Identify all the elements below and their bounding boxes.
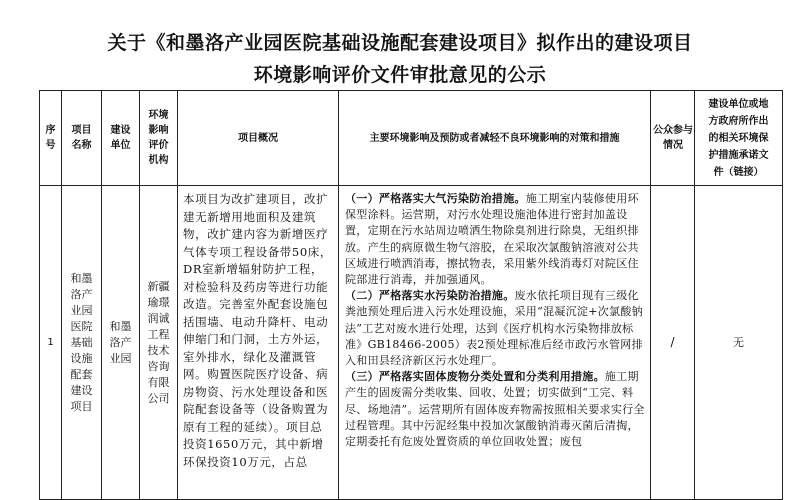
document-title-line1: 关于《和墨洛产业园医院基础设施配套建设项目》拟作出的建设项目 xyxy=(107,32,693,54)
cell-commitment: 无 xyxy=(695,186,783,500)
measure-2: （二）严格落实水污染防治措施。废水依托项目现有三级化粪池预处理后进入污水处理设施，采用“混凝沉淀+次氯酸钠法”工艺对废水进行处理，达到《医疗机构水污染物排放标准》GB18466-2005）表2预处理标准后经市政污水管网排入和田县经济新区污水处理厂。 xyxy=(345,289,643,368)
header-public: 公众参与情况 xyxy=(651,91,695,186)
document-title-line2: 环境影响评价文件审批意见的公示 xyxy=(253,64,547,86)
cell-eia-agency: 新疆瑜璟润诚工程技术咨询有限公司 xyxy=(140,186,178,500)
table-header-row xyxy=(40,91,783,186)
header-project-name: 项目名称 xyxy=(62,91,102,186)
header-overview: 项目概况 xyxy=(178,91,339,186)
header-commitment: 建设单位或地方政府所作出的相关环境保护措施承诺文件（链接） xyxy=(695,91,783,186)
header-measures: 主要环境影响及预防或者减轻不良环境影响的对策和措施 xyxy=(339,91,651,186)
cell-public: / xyxy=(651,186,695,500)
publicity-table xyxy=(39,90,783,500)
header-builder: 建设单位 xyxy=(102,91,140,186)
cell-overview: 本项目为改扩建项目，改扩建无新增用地面积及建筑物，改扩建内容为新增医疗气体专项工程设备带50床，DR室新增辐射防护工程，对检验科及药房等进行功能改造。完善室外配套设施包括围墙、电动升降杆、电动伸缩门和门洞，土方外运，室外排水，绿化及灌溉管网。购置医院医疗设备、病房物资、污水处理设备和医院配套设备等（设备购置为原有工程的延续）。项目总投资1650万元，其中新增环保投资10万元，占总 xyxy=(178,186,339,500)
header-eia-agency: 环境影响评价机构 xyxy=(140,91,178,186)
cell-measures xyxy=(339,186,651,500)
cell-index: 1 xyxy=(40,186,62,500)
header-index: 序号 xyxy=(40,91,62,186)
measure-3: （三）严格落实固体废物分类处置和分类利用措施。施工期产生的固废需分类收集、回收、处置；切实做到“工完、料尽、场地清”。运营期所有固体废弃物需按照相关要求实行全过程管理。其中污泥经集中投加次氯酸钠消毒灭菌后清掏，定期委托有危废处置资质的单位回收处置；废包 xyxy=(345,370,645,449)
cell-project-name: 和墨洛产业园医院基础设施配套建设项目 xyxy=(62,186,102,500)
table-row xyxy=(40,186,783,500)
cell-builder: 和墨洛产业园 xyxy=(102,186,140,500)
measure-1: （一）严格落实大气污染防治措施。施工期室内装修使用环保型涂料。运营期，对污水处理设施池体进行密封加盖设置，定期在污水站周边喷洒生物除臭剂进行除臭，无组织排放。产生的病原微生物气溶胶，在采取次氯酸钠溶液对公共区域进行喷洒消毒，擦拭物表，采用紫外线消毒灯对院区住院部进行消毒，并加强通风。 xyxy=(345,192,639,287)
